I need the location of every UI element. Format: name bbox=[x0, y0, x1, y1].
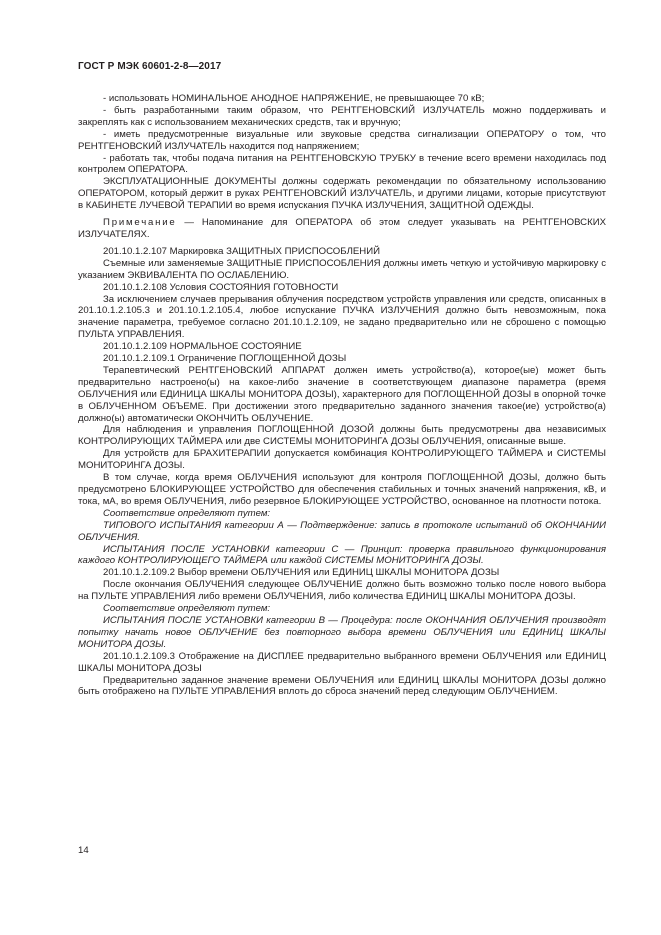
list-item: - иметь предусмотренные визуальные или звуковые средства сигнализации ОПЕРАТОРУ о том, что РЕНТГЕНОВСКИЙ ИЗЛУЧАТЕЛЬ находится под напряжением; bbox=[78, 128, 606, 152]
paragraph: После окончания ОБЛУЧЕНИЯ следующее ОБЛУЧЕНИЕ должно быть возможно только после нового выбора на ПУЛЬТЕ УПРАВЛЕНИЯ либо времени ОБЛУЧЕНИЯ, либо количества ЕДИНИЦ ШКАЛЫ МОНИТОРА ДОЗЫ. bbox=[78, 579, 606, 603]
document-header: ГОСТ Р МЭК 60601-2-8—2017 bbox=[78, 61, 222, 72]
note-text: — Напоминание для ОПЕРАТОРА об этом следует указывать на РЕНТГЕНОВСКИХ ИЗЛУЧАТЕЛЯХ. bbox=[78, 217, 606, 240]
compliance-test: ИСПЫТАНИЯ ПОСЛЕ УСТАНОВКИ категории В — Процедура: после ОКОНЧАНИЯ ОБЛУЧЕНИЯ производят попытку начать новое ОБЛУЧЕНИЕ без повторного выбора времени ОБЛУЧЕНИЯ или ЕДИНИЦ ШКАЛЫ МОНИТОРА ДОЗЫ. bbox=[78, 614, 606, 650]
paragraph: За исключением случаев прерывания облучения посредством устройств управления или средств, описанных в 201.10.1.2.105.3 и 201.10.1.2.105.4, любое испускание ПУЧКА ИЗЛУЧЕНИЯ должно быть невозможным, пока значение параметра, требуемое согласно 201.10.1.2.109, не задано предварительно или не сброшено с помощью ПУЛЬТА УПРАВЛЕНИЯ. bbox=[78, 293, 606, 341]
paragraph: ЭКСПЛУАТАЦИОННЫЕ ДОКУМЕНТЫ должны содержать рекомендации по обязательному использованию ОПЕРАТОРОМ, который держит в руках РЕНТГЕНОВСКИЙ ИЗЛУЧАТЕЛЬ, и другими лицами, которые присутствуют в КАБИНЕТЕ ЛУЧЕВОЙ ТЕРАПИИ во время испускания ПУЧКА ИЗЛУЧЕНИЯ, ЗАЩИТНОЙ ОДЕЖДЫ. bbox=[78, 176, 606, 212]
paragraph: Съемные или заменяемые ЗАЩИТНЫЕ ПРИСПОСОБЛЕНИЯ должны иметь четкую и устойчивую маркировку с указанием ЭКВИВАЛЕНТА ПО ОСЛАБЛЕНИЮ. bbox=[78, 257, 606, 281]
paragraph: В том случае, когда время ОБЛУЧЕНИЯ используют для контроля ПОГЛОЩЕННОЙ ДОЗЫ, должно быть предусмотрено БЛОКИРУЮЩЕЕ УСТРОЙСТВО для обеспечения стабильных и точных значений напряжения, кВ, и тока, мА, во время ОБЛУЧЕНИЯ, либо резервное БЛОКИРУЮЩЕЕ УСТРОЙСТВО, основанное на плотности потока. bbox=[78, 472, 606, 507]
compliance-intro: Соответствие определяют путем: bbox=[103, 507, 271, 519]
section-heading: 201.10.1.2.107 Маркировка ЗАЩИТНЫХ ПРИСПОСОБЛЕНИЙ bbox=[103, 245, 380, 257]
note-label: Примечание bbox=[103, 217, 177, 229]
subsection-heading: 201.10.1.2.109.3 Отображение на ДИСПЛЕЕ предварительно выбранного времени ОБЛУЧЕНИЯ или ЕДИНИЦ ШКАЛЫ МОНИТОРА ДОЗЫ bbox=[78, 650, 606, 674]
subsection-heading: 201.10.1.2.109.1 Ограничение ПОГЛОЩЕННОЙ ДОЗЫ bbox=[103, 353, 347, 365]
paragraph: Для устройств для БРАХИТЕРАПИИ допускается комбинация КОНТРОЛИРУЮЩЕГО ТАЙМЕРА и СИСТЕМЫ МОНИТОРИНГА ДОЗЫ. bbox=[78, 448, 606, 472]
list-item: - использовать НОМИНАЛЬНОЕ АНОДНОЕ НАПРЯЖЕНИЕ, не превышающее 70 кВ; bbox=[103, 93, 485, 104]
paragraph: Для наблюдения и управления ПОГЛОЩЕННОЙ ДОЗОЙ должны быть предусмотрены два независимых КОНТРОЛИРУЮЩИХ ТАЙМЕРА или две СИСТЕМЫ МОНИТОРИНГА ДОЗЫ ОБЛУЧЕНИЯ, описанные выше. bbox=[78, 424, 606, 448]
compliance-test: ТИПОВОГО ИСПЫТАНИЯ категории А — Подтверждение: запись в протоколе испытаний об ОКОНЧАНИИ ОБЛУЧЕНИЯ. bbox=[78, 519, 606, 543]
page-number: 14 bbox=[78, 845, 89, 856]
note bbox=[78, 217, 606, 241]
compliance-intro: Соответствие определяют путем: bbox=[103, 603, 271, 615]
section-heading: 201.10.1.2.108 Условия СОСТОЯНИЯ ГОТОВНОСТИ bbox=[103, 281, 339, 293]
list-item: - работать так, чтобы подача питания на РЕНТГЕНОВСКУЮ ТРУБКУ в течение всего времени находилась под контролем ОПЕРАТОРА. bbox=[78, 152, 606, 176]
compliance-test: ИСПЫТАНИЯ ПОСЛЕ УСТАНОВКИ категории С — Принцип: проверка правильного функционирования каждого КОНТРОЛИРУЮЩЕГО ТАЙМЕРА или каждой СИСТЕМЫ МОНИТОРИНГА ДОЗЫ. bbox=[78, 543, 606, 567]
paragraph: Предварительно заданное значение времени ОБЛУЧЕНИЯ или ЕДИНИЦ ШКАЛЫ МОНИТОРА ДОЗЫ должно быть отображено на ПУЛЬТЕ УПРАВЛЕНИЯ вплоть до сброса значений перед следующим ОБЛУЧЕНИЕМ. bbox=[78, 674, 606, 698]
subsection-heading: 201.10.1.2.109.2 Выбор времени ОБЛУЧЕНИЯ или ЕДИНИЦ ШКАЛЫ МОНИТОРА ДОЗЫ bbox=[103, 567, 500, 579]
list-item: - быть разработанными таким образом, что РЕНТГЕНОВСКИЙ ИЗЛУЧАТЕЛЬ можно поддерживать и закреплять как с использованием механических средств, так и вручную; bbox=[78, 104, 606, 128]
paragraph: Терапевтический РЕНТГЕНОВСКИЙ АППАРАТ должен иметь устройство(а), которое(ые) может быть предварительно настроено(ы) на какое-либо значение в соответствующем диапазоне параметра (время ОБЛУЧЕНИЯ или ЕДИНИЦА ШКАЛЫ МОНИТОРА ДОЗЫ), характерного для ПОГЛОЩЕННОЙ ДОЗЫ в опорной точке в ОБЛУЧЕННОМ ОБЪЕМЕ. При достижении этого предварительно заданного значения такое(ие) устройство(а) должно(ы) автоматически ОКОНЧИТЬ ОБЛУЧЕНИЕ. bbox=[78, 364, 606, 424]
section-heading: 201.10.1.2.109 НОРМАЛЬНОЕ СОСТОЯНИЕ bbox=[103, 341, 302, 353]
document-body bbox=[78, 93, 606, 698]
